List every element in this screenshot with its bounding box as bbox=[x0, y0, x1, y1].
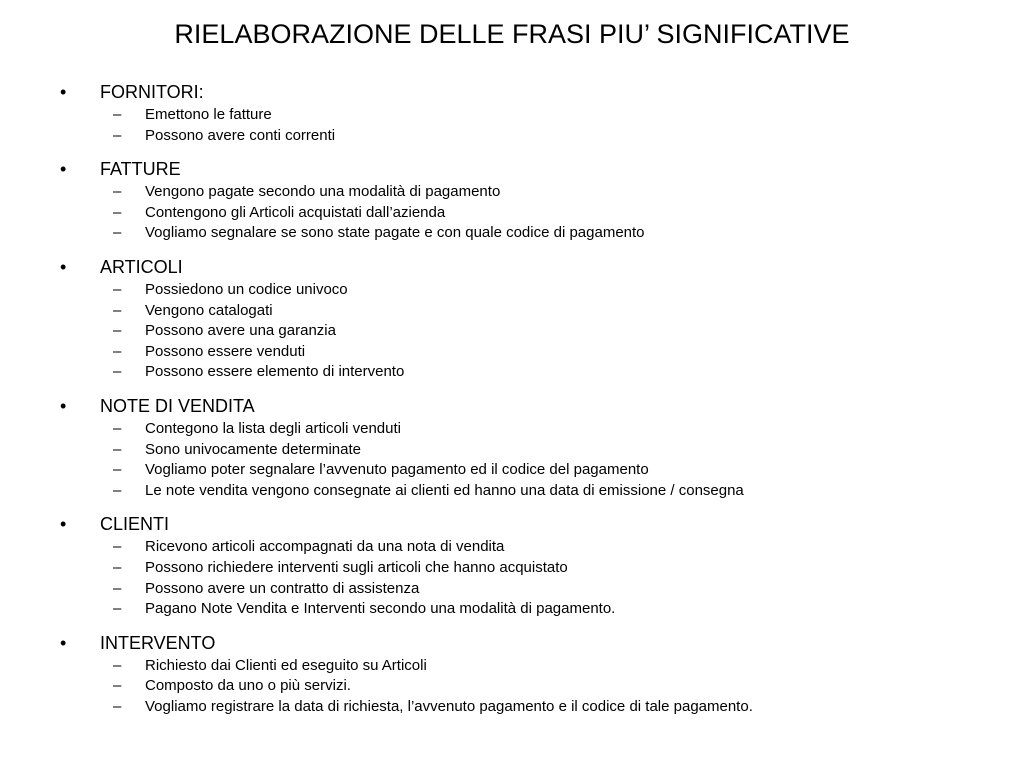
dash-icon: – bbox=[113, 106, 122, 123]
section-heading-row bbox=[0, 254, 1024, 280]
section-intervento bbox=[0, 630, 1024, 718]
list-item-text: Pagano Note Vendita e Interventi secondo una modalità di pagamento. bbox=[145, 600, 616, 618]
list-item-text: Possono essere venduti bbox=[145, 342, 306, 360]
section-heading-row bbox=[0, 393, 1024, 419]
dash-icon: – bbox=[113, 203, 122, 221]
bullet-dot-icon: • bbox=[60, 82, 67, 102]
list-item-text: Composto da uno o più servizi. bbox=[145, 677, 351, 695]
dash-icon: – bbox=[113, 677, 122, 695]
dash-icon: – bbox=[113, 322, 122, 340]
dash-icon: – bbox=[113, 440, 122, 458]
list-item bbox=[0, 460, 1024, 481]
dash-icon: – bbox=[113, 579, 122, 597]
dash-icon: – bbox=[113, 600, 122, 618]
list-item-text: Richiesto dai Clienti ed eseguito su Articoli bbox=[145, 656, 427, 674]
slide-title: RIELABORAZIONE DELLE FRASI PIU’ SIGNIFICATIVE bbox=[174, 19, 850, 49]
list-item bbox=[0, 676, 1024, 697]
dash-icon: – bbox=[113, 697, 122, 715]
list-item-text: Vengono pagate secondo una modalità di pagamento bbox=[145, 183, 501, 201]
dash-icon: – bbox=[113, 363, 122, 381]
sub-list bbox=[0, 280, 1024, 383]
bullet-dot-icon: • bbox=[60, 395, 67, 416]
bullet-list bbox=[0, 79, 1024, 727]
list-item bbox=[0, 440, 1024, 461]
list-item bbox=[0, 182, 1024, 203]
list-item bbox=[0, 203, 1024, 224]
dash-icon: – bbox=[113, 183, 122, 201]
section-heading: FORNITORI: bbox=[100, 82, 204, 102]
dash-icon: – bbox=[113, 461, 122, 479]
dash-icon: – bbox=[113, 224, 122, 242]
list-item bbox=[0, 537, 1024, 558]
list-item bbox=[0, 280, 1024, 301]
dash-icon: – bbox=[113, 656, 122, 674]
sub-list bbox=[0, 537, 1024, 619]
section-fatture bbox=[0, 156, 1024, 244]
list-item bbox=[0, 301, 1024, 322]
list-item-text: Possono avere conti correnti bbox=[145, 126, 336, 144]
list-item-text: Contegono la lista degli articoli venduti bbox=[145, 419, 401, 437]
list-item-text: Vogliamo poter segnalare l’avvenuto pagamento ed il codice del pagamento bbox=[145, 461, 649, 479]
list-item-text: Emettono le fatture bbox=[145, 106, 272, 123]
list-item bbox=[0, 362, 1024, 383]
section-note-di-vendita bbox=[0, 393, 1024, 501]
dash-icon: – bbox=[113, 342, 122, 360]
list-item bbox=[0, 419, 1024, 440]
list-item bbox=[0, 481, 1024, 502]
list-item-text: Vogliamo segnalare se sono state pagate e con quale codice di pagamento bbox=[145, 224, 645, 242]
list-item bbox=[0, 697, 1024, 718]
list-item-text: Possono essere elemento di intervento bbox=[145, 363, 405, 381]
bullet-dot-icon: • bbox=[60, 632, 67, 653]
section-heading: ARTICOLI bbox=[100, 256, 183, 277]
section-heading-row bbox=[0, 156, 1024, 182]
list-item-text: Possono richiedere interventi sugli articoli che hanno acquistato bbox=[145, 558, 568, 576]
section-fornitori bbox=[0, 79, 1024, 146]
list-item-text: Le note vendita vengono consegnate ai clienti ed hanno una data di emissione / consegna bbox=[145, 481, 744, 499]
section-heading: CLIENTI bbox=[100, 514, 170, 535]
bullet-dot-icon: • bbox=[60, 159, 67, 180]
dash-icon: – bbox=[113, 538, 122, 556]
sub-list bbox=[0, 182, 1024, 244]
list-item bbox=[0, 656, 1024, 677]
sub-list bbox=[0, 419, 1024, 501]
dash-icon: – bbox=[113, 558, 122, 576]
list-item-text: Contengono gli Articoli acquistati dall’azienda bbox=[145, 203, 446, 221]
sub-list bbox=[0, 656, 1024, 718]
list-item-text: Possono avere una garanzia bbox=[145, 322, 336, 340]
section-heading-row bbox=[0, 79, 1024, 105]
dash-icon: – bbox=[113, 301, 122, 319]
sub-list bbox=[0, 105, 1024, 146]
dash-icon: – bbox=[113, 280, 122, 298]
section-heading: NOTE DI VENDITA bbox=[100, 395, 255, 416]
dash-icon: – bbox=[113, 481, 122, 499]
list-item bbox=[0, 599, 1024, 620]
list-item-text: Vogliamo registrare la data di richiesta, l’avvenuto pagamento e il codice di tale pagamento. bbox=[145, 697, 753, 715]
section-heading: INTERVENTO bbox=[100, 632, 216, 653]
list-item bbox=[0, 579, 1024, 600]
list-item-text: Possiedono un codice univoco bbox=[145, 280, 348, 298]
list-item bbox=[0, 105, 1024, 126]
dash-icon: – bbox=[113, 126, 122, 144]
section-heading-row bbox=[0, 630, 1024, 656]
list-item-text: Sono univocamente determinate bbox=[145, 440, 361, 458]
list-item-text: Ricevono articoli accompagnati da una nota di vendita bbox=[145, 538, 505, 556]
list-item-text: Vengono catalogati bbox=[145, 301, 273, 319]
list-item bbox=[0, 126, 1024, 147]
section-articoli bbox=[0, 254, 1024, 383]
bullet-dot-icon: • bbox=[60, 514, 67, 535]
list-item bbox=[0, 558, 1024, 579]
list-item bbox=[0, 321, 1024, 342]
list-item bbox=[0, 342, 1024, 363]
bullet-dot-icon: • bbox=[60, 256, 67, 277]
list-item-text: Possono avere un contratto di assistenza bbox=[145, 579, 420, 597]
list-item bbox=[0, 223, 1024, 244]
section-heading-row bbox=[0, 511, 1024, 537]
section-clienti bbox=[0, 511, 1024, 619]
section-heading: FATTURE bbox=[100, 159, 181, 180]
dash-icon: – bbox=[113, 419, 122, 437]
